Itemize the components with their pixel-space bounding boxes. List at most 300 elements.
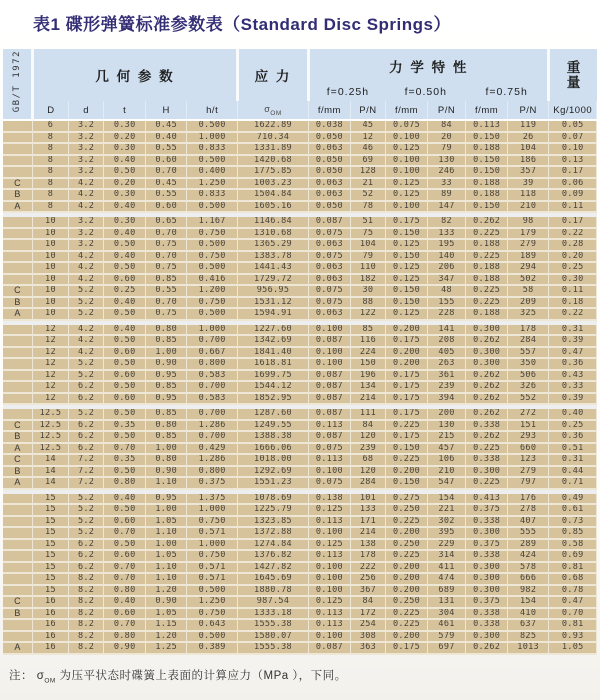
value-cell: 15: [33, 585, 69, 597]
value-cell: 208: [427, 335, 466, 347]
value-cell: 131: [427, 596, 466, 608]
value-cell: 0.225: [386, 550, 428, 562]
value-cell: 547: [427, 477, 466, 489]
value-cell: 1310.68: [237, 228, 308, 240]
grade-cell: [3, 251, 33, 263]
table-row: [3, 409, 597, 420]
value-cell: 0.087: [309, 409, 351, 420]
value-cell: 0.40: [104, 201, 146, 213]
value-cell: 1420.68: [237, 155, 308, 167]
value-cell: 130: [427, 420, 466, 432]
value-cell: 0.100: [309, 585, 351, 597]
value-cell: 0.750: [187, 297, 237, 309]
value-cell: 0.68: [549, 573, 597, 585]
table-row: [3, 516, 597, 528]
value-cell: 3.2: [68, 143, 104, 155]
value-cell: 104: [350, 239, 386, 251]
value-cell: 637: [507, 619, 549, 631]
value-cell: 0.40: [145, 132, 187, 144]
grade-cell: B: [3, 189, 33, 201]
value-cell: 0.113: [309, 608, 351, 620]
value-cell: 1.00: [145, 504, 187, 516]
value-cell: 0.70: [104, 573, 146, 585]
value-cell: 14: [33, 477, 69, 489]
table-row: [3, 585, 597, 597]
value-cell: 0.40: [549, 409, 597, 420]
value-cell: 0.30: [104, 217, 146, 228]
value-cell: 1555.38: [237, 619, 308, 631]
value-cell: 15: [33, 527, 69, 539]
value-cell: 239: [427, 381, 466, 393]
value-cell: 0.85: [549, 527, 597, 539]
value-cell: 1.10: [145, 573, 187, 585]
value-cell: 1.000: [187, 132, 237, 144]
value-cell: 1852.95: [237, 393, 308, 405]
value-cell: 0.500: [187, 155, 237, 167]
value-cell: 224: [350, 347, 386, 359]
value-cell: 0.18: [549, 297, 597, 309]
value-cell: 0.063: [309, 262, 351, 274]
value-cell: 289: [507, 539, 549, 551]
deflection-025-header: f=0.25h: [309, 83, 386, 101]
col-header-p2: P/N: [427, 101, 466, 120]
value-cell: 0.85: [145, 274, 187, 286]
value-cell: 0.47: [549, 596, 597, 608]
value-cell: 1775.85: [237, 166, 308, 178]
value-cell: 357: [507, 166, 549, 178]
value-cell: 506: [507, 370, 549, 382]
value-cell: 0.833: [187, 143, 237, 155]
value-cell: 0.150: [386, 285, 428, 297]
value-cell: 0.429: [187, 443, 237, 455]
value-cell: 0.100: [309, 527, 351, 539]
grade-cell: [3, 381, 33, 393]
value-cell: 16: [33, 631, 69, 643]
value-cell: 120: [350, 431, 386, 443]
value-cell: 1622.89: [237, 120, 308, 132]
value-cell: 956.95: [237, 285, 308, 297]
value-cell: 0.28: [549, 239, 597, 251]
value-cell: 407: [507, 516, 549, 528]
value-cell: 0.80: [145, 325, 187, 336]
value-cell: 12: [33, 358, 69, 370]
value-cell: 0.60: [104, 516, 146, 528]
value-cell: 1333.18: [237, 608, 308, 620]
table-row: [3, 494, 597, 505]
value-cell: 0.262: [466, 370, 508, 382]
value-cell: 0.338: [466, 516, 508, 528]
value-cell: 1580.07: [237, 631, 308, 643]
value-cell: 0.100: [309, 631, 351, 643]
value-cell: 1618.81: [237, 358, 308, 370]
value-cell: 0.200: [386, 562, 428, 574]
value-cell: 0.73: [549, 516, 597, 528]
table-row: [3, 239, 597, 251]
value-cell: 10: [33, 217, 69, 228]
disc-spring-table: [3, 49, 597, 655]
table-row: [3, 308, 597, 320]
value-cell: 0.087: [309, 381, 351, 393]
grade-cell: [3, 370, 33, 382]
page-title: 表1 碟形弹簧标准参数表（Standard Disc Springs）: [33, 15, 451, 34]
value-cell: 0.150: [466, 132, 508, 144]
value-cell: 154: [507, 596, 549, 608]
value-cell: 1551.23: [237, 477, 308, 489]
value-cell: 154: [427, 494, 466, 505]
value-cell: 228: [427, 308, 466, 320]
value-cell: 0.262: [466, 642, 508, 654]
value-cell: 0.60: [104, 370, 146, 382]
value-cell: 0.95: [145, 393, 187, 405]
value-cell: 0.100: [309, 562, 351, 574]
value-cell: 0.087: [309, 393, 351, 405]
value-cell: 578: [507, 562, 549, 574]
value-cell: 10: [33, 285, 69, 297]
grade-cell: [3, 166, 33, 178]
value-cell: 326: [507, 381, 549, 393]
value-cell: 555: [507, 527, 549, 539]
value-cell: 1441.43: [237, 262, 308, 274]
value-cell: 0.113: [466, 120, 508, 132]
grade-cell: B: [3, 608, 33, 620]
table-row: [3, 431, 597, 443]
value-cell: 82: [427, 217, 466, 228]
value-cell: 0.087: [309, 217, 351, 228]
col-header-H: H: [145, 101, 187, 120]
value-cell: 0.175: [386, 431, 428, 443]
value-cell: 0.300: [466, 347, 508, 359]
footnote: 注： $\sigma_{OM}$ 为压平状态时碟簧上表面的计算应力（MPa ），下同。: [9, 669, 347, 684]
value-cell: 0.39: [549, 335, 597, 347]
grade-cell: [3, 562, 33, 574]
value-cell: 8: [33, 155, 69, 167]
value-cell: 48: [427, 285, 466, 297]
value-cell: 314: [427, 550, 466, 562]
value-cell: 1841.40: [237, 347, 308, 359]
value-cell: 1.15: [145, 619, 187, 631]
value-cell: 0.50: [104, 539, 146, 551]
value-cell: 0.40: [104, 251, 146, 263]
value-cell: 16: [33, 619, 69, 631]
value-cell: 0.55: [145, 189, 187, 201]
value-cell: 6: [33, 120, 69, 132]
value-cell: 6.2: [68, 443, 104, 455]
value-cell: 0.063: [309, 308, 351, 320]
value-cell: 0.60: [145, 155, 187, 167]
value-cell: 0.500: [187, 631, 237, 643]
value-cell: 0.40: [104, 325, 146, 336]
value-cell: 0.188: [466, 239, 508, 251]
value-cell: 182: [350, 274, 386, 286]
value-cell: 410: [507, 608, 549, 620]
value-cell: 0.038: [309, 120, 351, 132]
value-cell: 1331.89: [237, 143, 308, 155]
value-cell: 147: [427, 201, 466, 213]
value-cell: 189: [507, 251, 549, 263]
value-cell: 229: [427, 539, 466, 551]
value-cell: 0.200: [386, 325, 428, 336]
value-cell: 0.800: [187, 466, 237, 478]
geometry-header: 几 何 参 数: [33, 49, 238, 101]
value-cell: 1.20: [145, 631, 187, 643]
value-cell: 0.100: [309, 466, 351, 478]
grade-cell: A: [3, 642, 33, 654]
table-row: [3, 443, 597, 455]
value-cell: 0.125: [386, 189, 428, 201]
value-cell: 367: [350, 585, 386, 597]
value-cell: 0.500: [187, 120, 237, 132]
value-cell: 689: [427, 585, 466, 597]
value-cell: 46: [350, 143, 386, 155]
value-cell: 0.075: [386, 120, 428, 132]
value-cell: 98: [507, 217, 549, 228]
value-cell: 12: [33, 347, 69, 359]
value-cell: 1544.12: [237, 381, 308, 393]
value-cell: 0.500: [187, 585, 237, 597]
value-cell: 0.300: [466, 585, 508, 597]
value-cell: 214: [350, 527, 386, 539]
value-cell: 0.175: [386, 642, 428, 654]
value-cell: 0.100: [386, 155, 428, 167]
value-cell: 12: [33, 335, 69, 347]
weight-header: [549, 49, 597, 101]
value-cell: 0.44: [549, 466, 597, 478]
value-cell: 0.20: [104, 132, 146, 144]
deflection-075-header: f=0.75h: [466, 83, 549, 101]
value-cell: 0.85: [145, 431, 187, 443]
table-row: [3, 201, 597, 213]
value-cell: 0.60: [104, 347, 146, 359]
table-row: [3, 527, 597, 539]
grade-cell: [3, 132, 33, 144]
col-header-sigma: $\sigma_{OM}$: [237, 101, 308, 120]
value-cell: 0.225: [466, 477, 508, 489]
value-cell: 0.188: [466, 274, 508, 286]
table-row: [3, 381, 597, 393]
grade-cell: [3, 239, 33, 251]
value-cell: 0.113: [309, 516, 351, 528]
value-cell: 1.250: [187, 178, 237, 190]
col-header-p1: P/N: [350, 101, 386, 120]
value-cell: 0.36: [549, 358, 597, 370]
value-cell: 0.11: [549, 285, 597, 297]
value-cell: 0.125: [386, 308, 428, 320]
value-cell: 0.300: [466, 573, 508, 585]
value-cell: 0.40: [104, 297, 146, 309]
grade-cell: [3, 619, 33, 631]
value-cell: 1.000: [187, 504, 237, 516]
value-cell: 0.45: [145, 120, 187, 132]
value-cell: 1504.84: [237, 189, 308, 201]
value-cell: 7.2: [68, 454, 104, 466]
value-cell: 0.500: [187, 201, 237, 213]
value-cell: 0.125: [386, 262, 428, 274]
value-cell: 8.2: [68, 619, 104, 631]
table-row: [3, 297, 597, 309]
value-cell: 987.54: [237, 596, 308, 608]
value-cell: 30: [350, 285, 386, 297]
grade-cell: A: [3, 477, 33, 489]
value-cell: 221: [427, 504, 466, 516]
value-cell: 0.40: [104, 494, 146, 505]
value-cell: 0.700: [187, 409, 237, 420]
value-cell: 0.113: [309, 454, 351, 466]
value-cell: 5.2: [68, 370, 104, 382]
value-cell: 0.47: [549, 347, 597, 359]
grade-cell: C: [3, 285, 33, 297]
value-cell: 6.2: [68, 431, 104, 443]
value-cell: 239: [350, 443, 386, 455]
value-cell: 200: [427, 409, 466, 420]
value-cell: 1.05: [145, 550, 187, 562]
value-cell: 0.125: [309, 504, 351, 516]
value-cell: 0.95: [145, 494, 187, 505]
value-cell: 0.100: [386, 166, 428, 178]
value-cell: 0.700: [187, 431, 237, 443]
value-cell: 45: [350, 120, 386, 132]
value-cell: 0.125: [386, 239, 428, 251]
value-cell: 0.125: [386, 178, 428, 190]
value-cell: 0.300: [466, 562, 508, 574]
value-cell: 0.571: [187, 573, 237, 585]
table-row: [3, 132, 597, 144]
value-cell: 8: [33, 189, 69, 201]
value-cell: 84: [427, 120, 466, 132]
value-cell: 5.2: [68, 285, 104, 297]
value-cell: 1.00: [145, 443, 187, 455]
value-cell: 0.70: [145, 251, 187, 263]
value-cell: 0.188: [466, 178, 508, 190]
col-header-p3: P/N: [507, 101, 549, 120]
value-cell: 0.60: [104, 608, 146, 620]
value-cell: 0.30: [549, 274, 597, 286]
value-cell: 0.85: [145, 381, 187, 393]
value-cell: 10: [33, 297, 69, 309]
value-cell: 0.413: [466, 494, 508, 505]
table-row: [3, 619, 597, 631]
value-cell: 0.50: [104, 358, 146, 370]
grade-cell: [3, 573, 33, 585]
value-cell: 0.338: [466, 619, 508, 631]
value-cell: 150: [350, 358, 386, 370]
grade-cell: [3, 347, 33, 359]
value-cell: 0.200: [386, 466, 428, 478]
value-cell: 1.05: [549, 642, 597, 654]
value-cell: 0.075: [309, 443, 351, 455]
grade-cell: [3, 217, 33, 228]
value-cell: 0.31: [549, 454, 597, 466]
value-cell: 0.500: [187, 262, 237, 274]
value-cell: 0.55: [145, 143, 187, 155]
value-cell: 178: [507, 325, 549, 336]
value-cell: 123: [507, 454, 549, 466]
value-cell: 79: [427, 143, 466, 155]
value-cell: 128: [350, 166, 386, 178]
value-cell: 0.05: [549, 120, 597, 132]
value-cell: 1249.55: [237, 420, 308, 432]
value-cell: 3.2: [68, 155, 104, 167]
value-cell: 0.50: [104, 308, 146, 320]
value-cell: 1594.91: [237, 308, 308, 320]
table-row: [3, 596, 597, 608]
value-cell: 1.000: [187, 325, 237, 336]
value-cell: 0.667: [187, 347, 237, 359]
table-row: [3, 370, 597, 382]
value-cell: 0.07: [549, 132, 597, 144]
value-cell: 0.113: [309, 420, 351, 432]
value-cell: 0.50: [104, 166, 146, 178]
value-cell: 0.100: [309, 358, 351, 370]
value-cell: 7.2: [68, 466, 104, 478]
value-cell: 0.10: [549, 143, 597, 155]
value-cell: 195: [427, 239, 466, 251]
value-cell: 0.225: [466, 443, 508, 455]
value-cell: 0.063: [309, 178, 351, 190]
value-cell: 4.2: [68, 189, 104, 201]
value-cell: 1.286: [187, 454, 237, 466]
value-cell: 6.2: [68, 381, 104, 393]
value-cell: 0.063: [309, 274, 351, 286]
value-cell: 457: [427, 443, 466, 455]
value-cell: 215: [427, 431, 466, 443]
value-cell: 0.250: [386, 504, 428, 516]
value-cell: 0.50: [104, 381, 146, 393]
value-cell: 1.25: [145, 642, 187, 654]
value-cell: 0.188: [466, 262, 508, 274]
table-row: [3, 189, 597, 201]
value-cell: 0.300: [466, 325, 508, 336]
value-cell: 106: [427, 454, 466, 466]
value-cell: 0.225: [386, 608, 428, 620]
value-cell: 0.20: [104, 178, 146, 190]
value-cell: 0.050: [309, 201, 351, 213]
table-row: [3, 178, 597, 190]
value-cell: 0.583: [187, 393, 237, 405]
table-row: [3, 285, 597, 297]
value-cell: 982: [507, 585, 549, 597]
value-cell: 293: [507, 431, 549, 443]
value-cell: 1388.38: [237, 431, 308, 443]
value-cell: 0.225: [386, 454, 428, 466]
value-cell: 1.00: [145, 347, 187, 359]
value-cell: 6.2: [68, 539, 104, 551]
value-cell: 6.2: [68, 420, 104, 432]
value-cell: 78: [350, 201, 386, 213]
value-cell: 20: [427, 132, 466, 144]
value-cell: 0.416: [187, 274, 237, 286]
table-row: [3, 539, 597, 551]
value-cell: 10: [33, 274, 69, 286]
value-cell: 0.50: [104, 409, 146, 420]
col-header-f1: f/mm: [309, 101, 351, 120]
value-cell: 0.225: [466, 285, 508, 297]
value-cell: 697: [427, 642, 466, 654]
value-cell: 0.70: [145, 297, 187, 309]
value-cell: 279: [507, 466, 549, 478]
value-cell: 111: [350, 409, 386, 420]
value-cell: 424: [507, 550, 549, 562]
value-cell: 552: [507, 393, 549, 405]
value-cell: 0.25: [549, 420, 597, 432]
value-cell: 0.75: [145, 239, 187, 251]
value-cell: 0.400: [187, 166, 237, 178]
value-cell: 0.750: [187, 516, 237, 528]
value-cell: 0.60: [104, 393, 146, 405]
value-cell: 0.300: [466, 358, 508, 370]
value-cell: 14: [33, 454, 69, 466]
value-cell: 16: [33, 608, 69, 620]
value-cell: 0.35: [104, 420, 146, 432]
